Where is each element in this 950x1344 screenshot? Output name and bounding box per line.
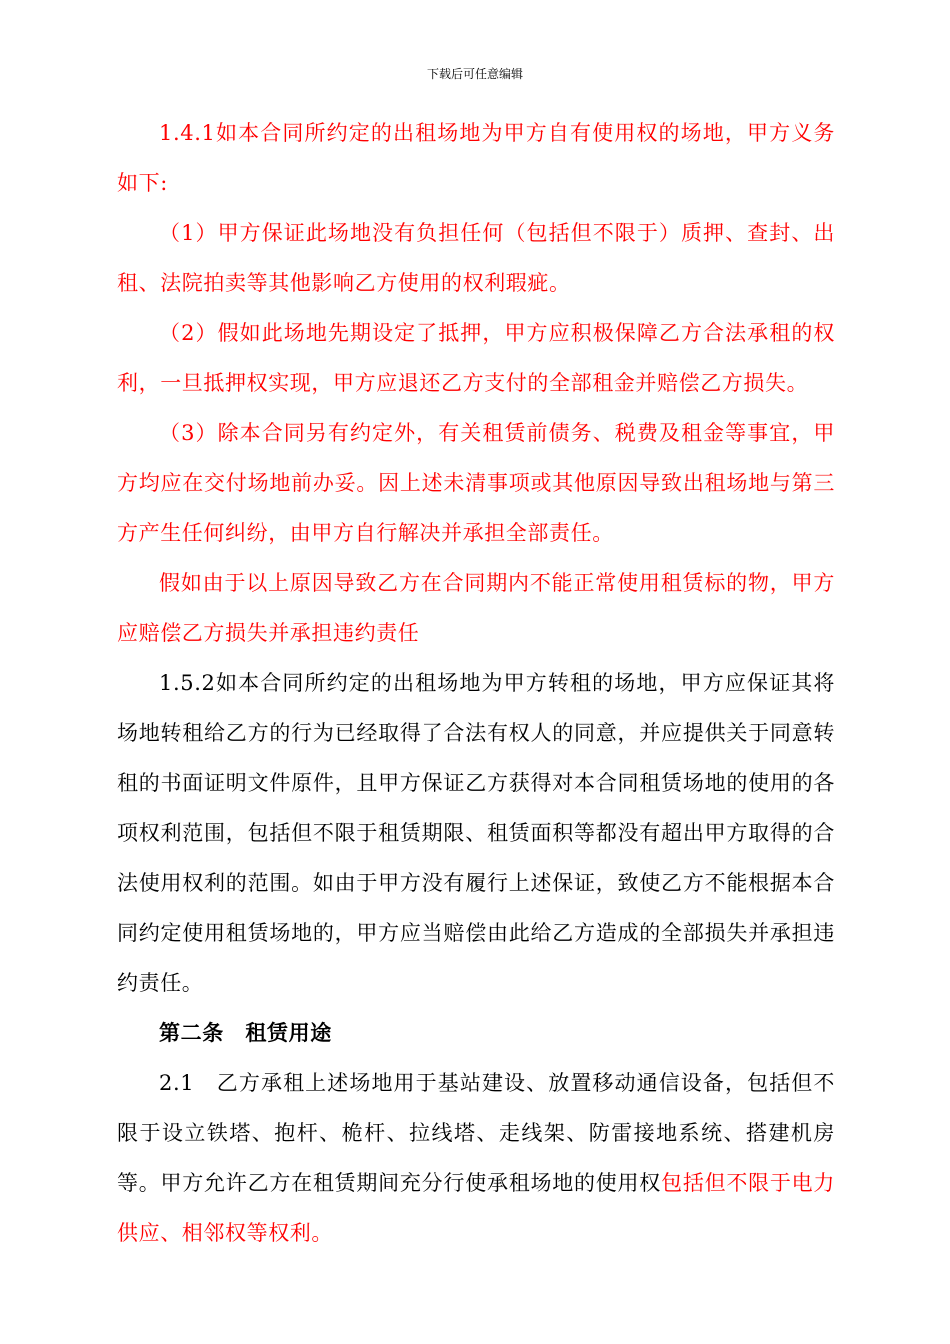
clause-1-5-2: 1.5.2如本合同所约定的出租场地为甲方转租的场地，甲方应保证其将场地转租给乙方的行为已经取得了合法有权人的同意，并应提供关于同意转租的书面证明文件原件，且甲方保证乙方获得对本合同租赁场地的使用的各项权利范围，包括但不限于租赁期限、租赁面积等都没有超出甲方取得的合法使用权利的范围。如由于甲方没有履行上述保证，致使乙方不能根据本合同约定使用租赁场地的，甲方应当赔偿由此给乙方造成的全部损失并承担违约责任。 bbox=[117, 671, 835, 995]
clause-1-4-1-item-3: （3）除本合同另有约定外，有关租赁前债务、税费及租金等事宜，甲方均应在交付场地前办妥。因上述未清事项或其他原因导致出租场地与第三方产生任何纠纷，由甲方自行解决并承担全部责任。 bbox=[117, 421, 835, 545]
clause-1-4-1-liability: 假如由于以上原因导致乙方在合同期内不能正常使用租赁标的物，甲方应赔偿乙方损失并承担违约责任 bbox=[117, 571, 835, 645]
clause-1-4-1-item-2: （2）假如此场地先期设定了抵押，甲方应积极保障乙方合法承租的权利，一旦抵押权实现，甲方应退还乙方支付的全部租金并赔偿乙方损失。 bbox=[117, 321, 835, 395]
clause-2-1 bbox=[117, 1058, 835, 1258]
clause-1-4-1-item-1: （1）甲方保证此场地没有负担任何（包括但不限于）质押、查封、出租、法院拍卖等其他影响乙方使用的权利瑕疵。 bbox=[117, 221, 835, 295]
clause-1-4-1: 1.4.1如本合同所约定的出租场地为甲方自有使用权的场地，甲方义务如下: bbox=[117, 121, 835, 195]
document-body bbox=[117, 108, 835, 1258]
section-2-heading: 第二条 租赁用途 bbox=[159, 1020, 332, 1045]
clause-2-1-highlight: 包括但不限于电力供应、相邻权等权利。 bbox=[117, 1171, 835, 1245]
page-header: 下载后可任意编辑 bbox=[426, 67, 523, 81]
clause-2-1-text: 2.1 乙方承租上述场地用于基站建设、放置移动通信设备，包括但不限于设立铁塔、抱杆、桅杆、拉线塔、走线架、防雷接地系统、搭建机房等。甲方允许乙方在租赁期间充分行使承租场地的使用权 bbox=[117, 1071, 835, 1195]
